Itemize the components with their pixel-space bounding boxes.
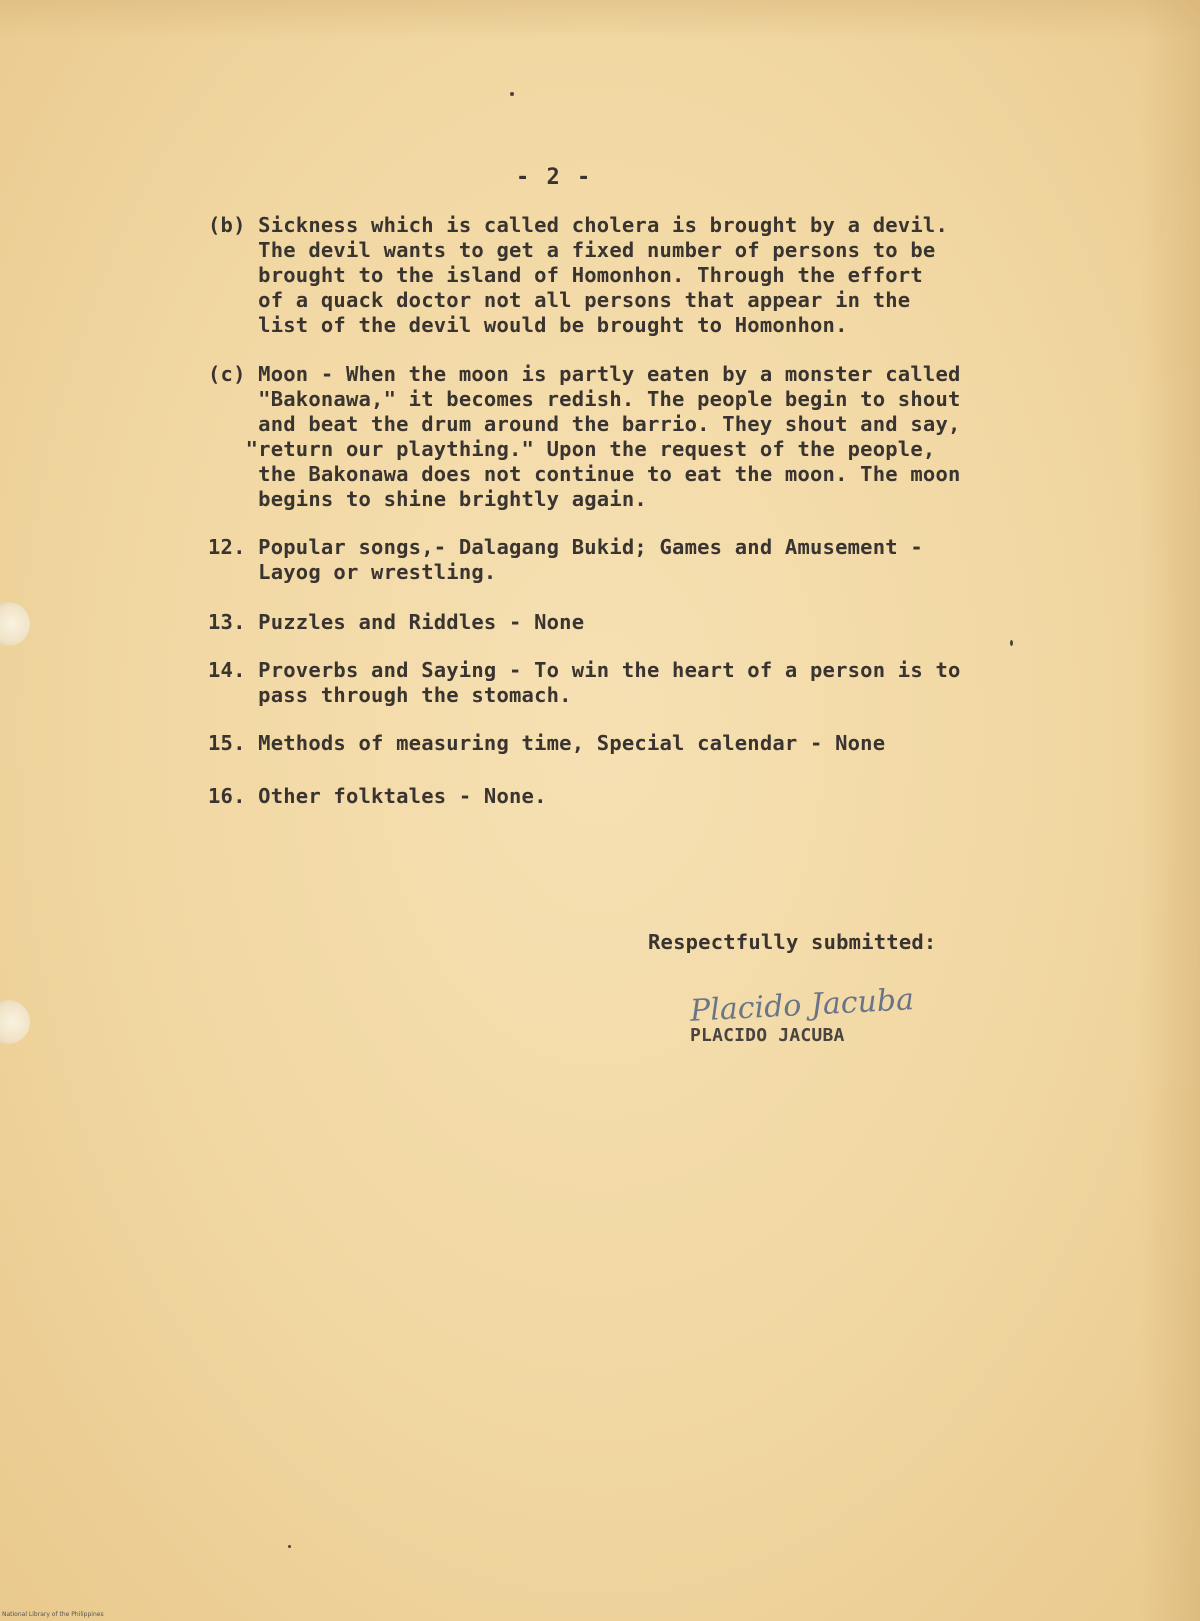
item-c-line: begins to shine brightly again. (208, 487, 647, 511)
speck (288, 1545, 291, 1548)
item-c-line: the Bakonawa does not continue to eat the moon. The moon (208, 462, 961, 486)
item-c-line: "Bakonawa," it becomes redish. The people begin to shout (208, 387, 961, 411)
handwritten-signature: Placido Jacuba (689, 982, 915, 1029)
item-12 (208, 535, 923, 585)
item-b-line: brought to the island of Homonhon. Through the effort (208, 263, 923, 287)
speck (1010, 640, 1013, 646)
item-c (208, 362, 961, 512)
item-14-line: 14. Proverbs and Saying - To win the heart of a person is to (208, 658, 961, 682)
item-12-line: Layog or wrestling. (208, 560, 497, 584)
paper-edge-top (0, 0, 1200, 40)
item-14 (208, 658, 961, 708)
item-c-line: "return our plaything." Upon the request of the people, (208, 437, 936, 461)
closing-phrase: Respectfully submitted: (648, 930, 937, 954)
speck (510, 92, 514, 96)
paper-edge-right (1140, 0, 1200, 1621)
punch-hole-upper (0, 602, 30, 646)
item-b-line: list of the devil would be brought to Homonhon. (208, 313, 848, 337)
item-15 (208, 731, 885, 756)
signatory-name: PLACIDO JACUBA (690, 1025, 845, 1046)
page-number: - 2 - (516, 165, 593, 190)
item-b-line: (b) Sickness which is called cholera is brought by a devil. (208, 213, 948, 237)
item-16-line: 16. Other folktales - None. (208, 784, 547, 808)
item-c-line: and beat the drum around the barrio. They shout and say, (208, 412, 961, 436)
archive-footer: National Library of the Philippines (2, 1611, 104, 1618)
item-12-line: 12. Popular songs,- Dalagang Bukid; Games and Amusement - (208, 535, 923, 559)
item-b-line: of a quack doctor not all persons that appear in the (208, 288, 911, 312)
item-b (208, 213, 948, 338)
item-14-line: pass through the stomach. (208, 683, 572, 707)
item-c-line: (c) Moon - When the moon is partly eaten by a monster called (208, 362, 961, 386)
item-15-line: 15. Methods of measuring time, Special calendar - None (208, 731, 886, 755)
item-13 (208, 610, 584, 635)
item-13-line: 13. Puzzles and Riddles - None (208, 610, 585, 634)
punch-hole-lower (0, 1000, 30, 1044)
item-16 (208, 784, 547, 809)
item-b-line: The devil wants to get a fixed number of persons to be (208, 238, 936, 262)
